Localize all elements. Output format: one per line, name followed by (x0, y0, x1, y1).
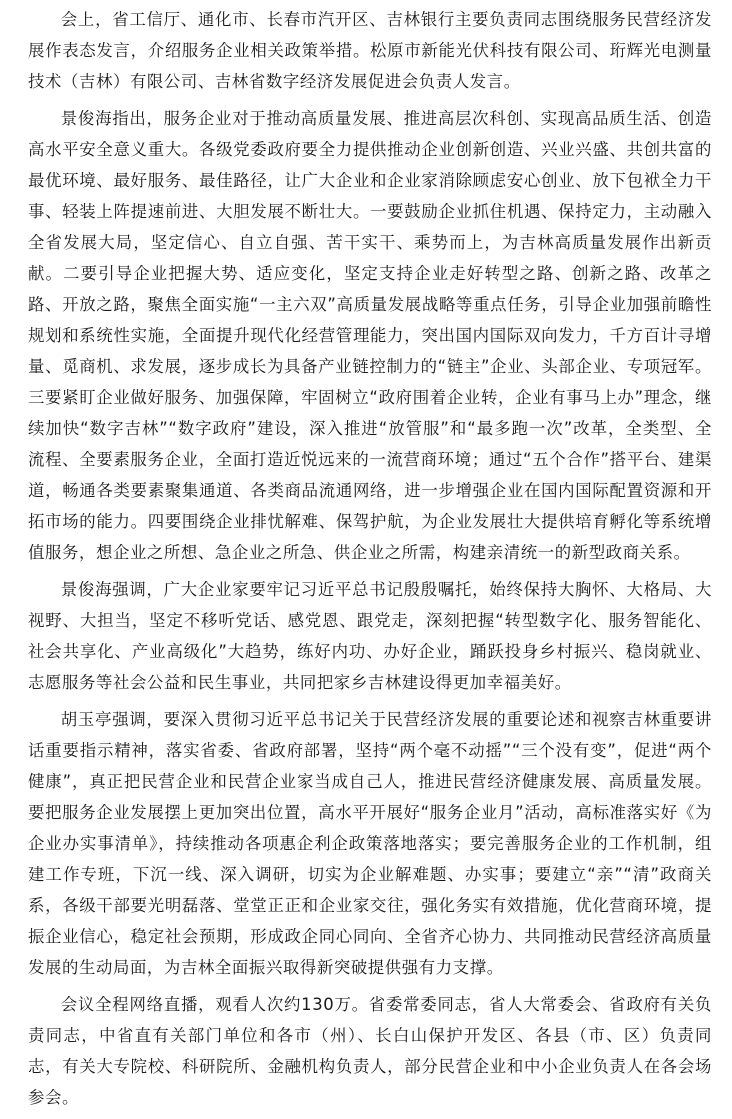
paragraph-jing-junhai-points: 景俊海指出，服务企业对于推动高质量发展、推进高层次科创、实现高品质生活、创造高水平安全意义重大。各级党委政府要全力提供推动企业创新创造、兴业兴盛、共创共富的最优环境、最好服务、最佳路径，让广大企业和企业家消除顾虑安心创业、放下包袱全力干事、轻装上阵提速前进、大胆发展不断壮大。一要鼓励企业抓住机遇、保持定力，主动融入全省发展大局，坚定信心、自立自强、苦干实干、乘势而上，为吉林高质量发展作出新贡献。二要引导企业把握大势、适应变化，坚定支持企业走好转型之路、创新之路、改革之路、开放之路，聚焦全面实施“一主六双”高质量发展战略等重点任务，引导企业加强前瞻性规划和系统性实施，全面提升现代化经营管理能力，突出国内国际双向发力，千方百计寻增量、觅商机、求发展，逐步成长为具备产业链控制力的“链主”企业、头部企业、专项冠军。三要紧盯企业做好服务、加强保障，牢固树立“政府围着企业转，企业有事马上办”理念，继续加快“数字吉林”“数字政府”建设，深入推进“放管服”和“最多跑一次”改革，全类型、全流程、全要素服务企业，全面打造近悦远来的一流营商环境；通过“五个合作”搭平台、建渠道，畅通各类要素聚集通道、各类商品流通网络，进一步增强企业在国内国际配置资源和开拓市场的能力。四要围绕企业排忧解难、保驾护航，为企业发展壮大提供培育孵化等系统增值服务，想企业之所想、急企业之所急、供企业之所需，构建亲清统一的新型政商关系。 (28, 109, 712, 562)
paragraph-hu-yuting-emphasis: 胡玉亭强调，要深入贯彻习近平总书记关于民营经济发展的重要论述和视察吉林重要讲话重要指示精神，落实省委、省政府部署，坚持“两个毫不动摇”“三个没有变”，促进“两个健康”，真正把民营企业和民营企业家当成自己人，推进民营经济健康发展、高质量发展。要把服务企业发展摆上更加突出位置，高水平开展好“服务企业月”活动，高标准落实好《为企业办实事清单》，持续推动各项惠企利企政策落地落实；要完善服务企业的工作机制，组建工作专班，下沉一线、深入调研，切实为企业解难题、办实事；要建立“亲”“清”政商关系，各级干部要光明磊落、堂堂正正和企业家交往，强化务实有效措施，优化营商环境，提振企业信心，稳定社会预期，形成政企同心同向、全省齐心协力、共同推动民营经济高质量发展的生动局面，为吉林全面振兴取得新突破提供强有力支撑。 (28, 710, 712, 977)
paragraph-speeches: 会上，省工信厅、通化市、长春市汽开区、吉林银行主要负责同志围绕服务民营经济发展作表态发言，介绍服务企业相关政策举措。松原市新能光伏科技有限公司、珩辉光电测量技术（吉林）有限公司、吉林省数字经济发展促进会负责人发言。 (28, 10, 712, 91)
paragraph-meeting-broadcast: 会议全程网络直播，观看人次约130万。省委常委同志，省人大常委会、省政府有关负责同志，中省直有关部门单位和各市（州）、长白山保护开发区、各县（市、区）负责同志，有关大专院校、科研院所、金融机构负责人，部分民营企业和中小企业负责人在各会场参会。 (28, 995, 712, 1107)
paragraph-jing-junhai-emphasis: 景俊海强调，广大企业家要牢记习近平总书记殷殷嘱托，始终保持大胸怀、大格局、大视野、大担当，坚定不移听党话、感党恩、跟党走，深刻把握“转型数字化、服务智能化、社会共享化、产业高级化”大趋势，练好内功、办好企业，踊跃投身乡村振兴、稳岗就业、志愿服务等社会公益和民生事业，共同把家乡吉林建设得更加幸福美好。 (28, 580, 712, 692)
article-body (28, 4, 712, 1119)
